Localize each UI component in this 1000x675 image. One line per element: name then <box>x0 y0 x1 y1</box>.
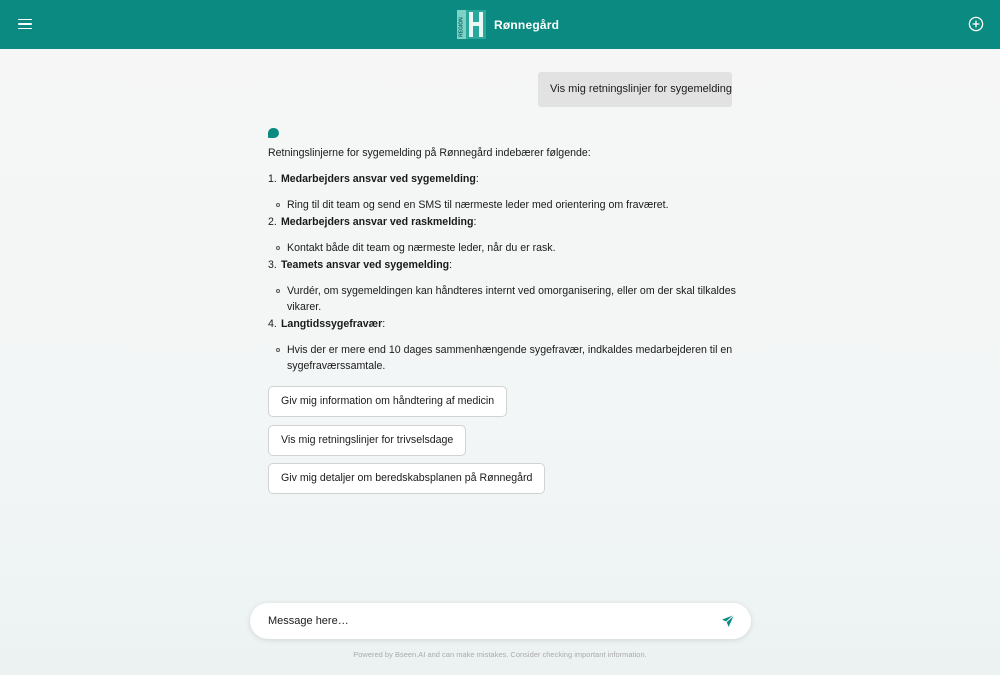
bullet-text: Hvis der er mere end 10 dages sammenhængende sygefravær, indkaldes medarbejderen til en sygefraværssamtale. <box>287 344 733 372</box>
list-item <box>287 342 738 374</box>
suggestion-button-wellbeing-days[interactable]: Vis mig retningslinjer for trivselsdage <box>268 425 466 456</box>
footer-disclaimer: Powered by Bseen.AI and can make mistakes. Consider checking important information. <box>353 650 647 659</box>
item-bullets <box>287 283 738 315</box>
answer-intro: Retningslinjerne for sygemelding på Rønnegård indebærer følgende: <box>268 147 591 159</box>
message-input[interactable] <box>268 612 698 630</box>
item-bullets <box>287 197 738 213</box>
assistant-answer <box>268 145 738 374</box>
brand-logo <box>457 10 559 39</box>
message-composer <box>250 603 751 639</box>
plus-circle-icon[interactable] <box>968 16 984 32</box>
region-logo-icon <box>457 10 486 39</box>
item-title: Teamets ansvar ved sygemelding <box>280 259 450 271</box>
assistant-avatar-icon <box>268 128 279 138</box>
suggestion-button-medicine[interactable]: Giv mig information om håndtering af medicin <box>268 386 507 417</box>
hamburger-menu-icon[interactable] <box>14 13 36 35</box>
bullet-text: Kontakt både dit team og nærmeste leder, når du er rask. <box>287 242 556 254</box>
item-number: 1. <box>268 173 277 185</box>
list-item <box>287 197 738 213</box>
item-suffix: : <box>449 259 453 271</box>
list-item <box>287 240 738 256</box>
item-number: 2. <box>268 216 277 228</box>
item-bullets <box>287 342 738 374</box>
item-title: Medarbejders ansvar ved sygemelding <box>280 173 476 185</box>
send-icon[interactable] <box>721 614 735 628</box>
guideline-list <box>268 171 738 374</box>
item-title: Langtidssygefravær <box>280 318 383 330</box>
user-message: Vis mig retningslinjer for sygemelding <box>538 72 732 107</box>
bullet-text: Ring til dit team og send en SMS til nærmeste leder med orientering om fraværet. <box>287 199 669 211</box>
guideline-item <box>268 214 738 256</box>
brand-name: Rønnegård <box>494 17 560 32</box>
item-bullets <box>287 240 738 256</box>
suggestion-button-emergency-plan[interactable]: Giv mig detaljer om beredskabsplanen på Rønnegård <box>268 463 545 494</box>
item-suffix: : <box>475 173 479 185</box>
bullet-text: Vurdér, om sygemeldingen kan håndteres internt ved omorganisering, eller om der skal tilkaldes vikarer. <box>287 285 736 313</box>
guideline-item <box>268 257 738 315</box>
item-suffix: : <box>382 318 386 330</box>
guideline-item <box>268 316 738 374</box>
list-item <box>287 283 738 315</box>
top-bar <box>0 0 1000 49</box>
item-number: 3. <box>268 259 277 271</box>
logo-text: REGION <box>458 17 465 37</box>
item-number: 4. <box>268 318 277 330</box>
guideline-item <box>268 171 738 213</box>
item-suffix: : <box>473 216 477 228</box>
item-title: Medarbejders ansvar ved raskmelding <box>280 216 474 228</box>
